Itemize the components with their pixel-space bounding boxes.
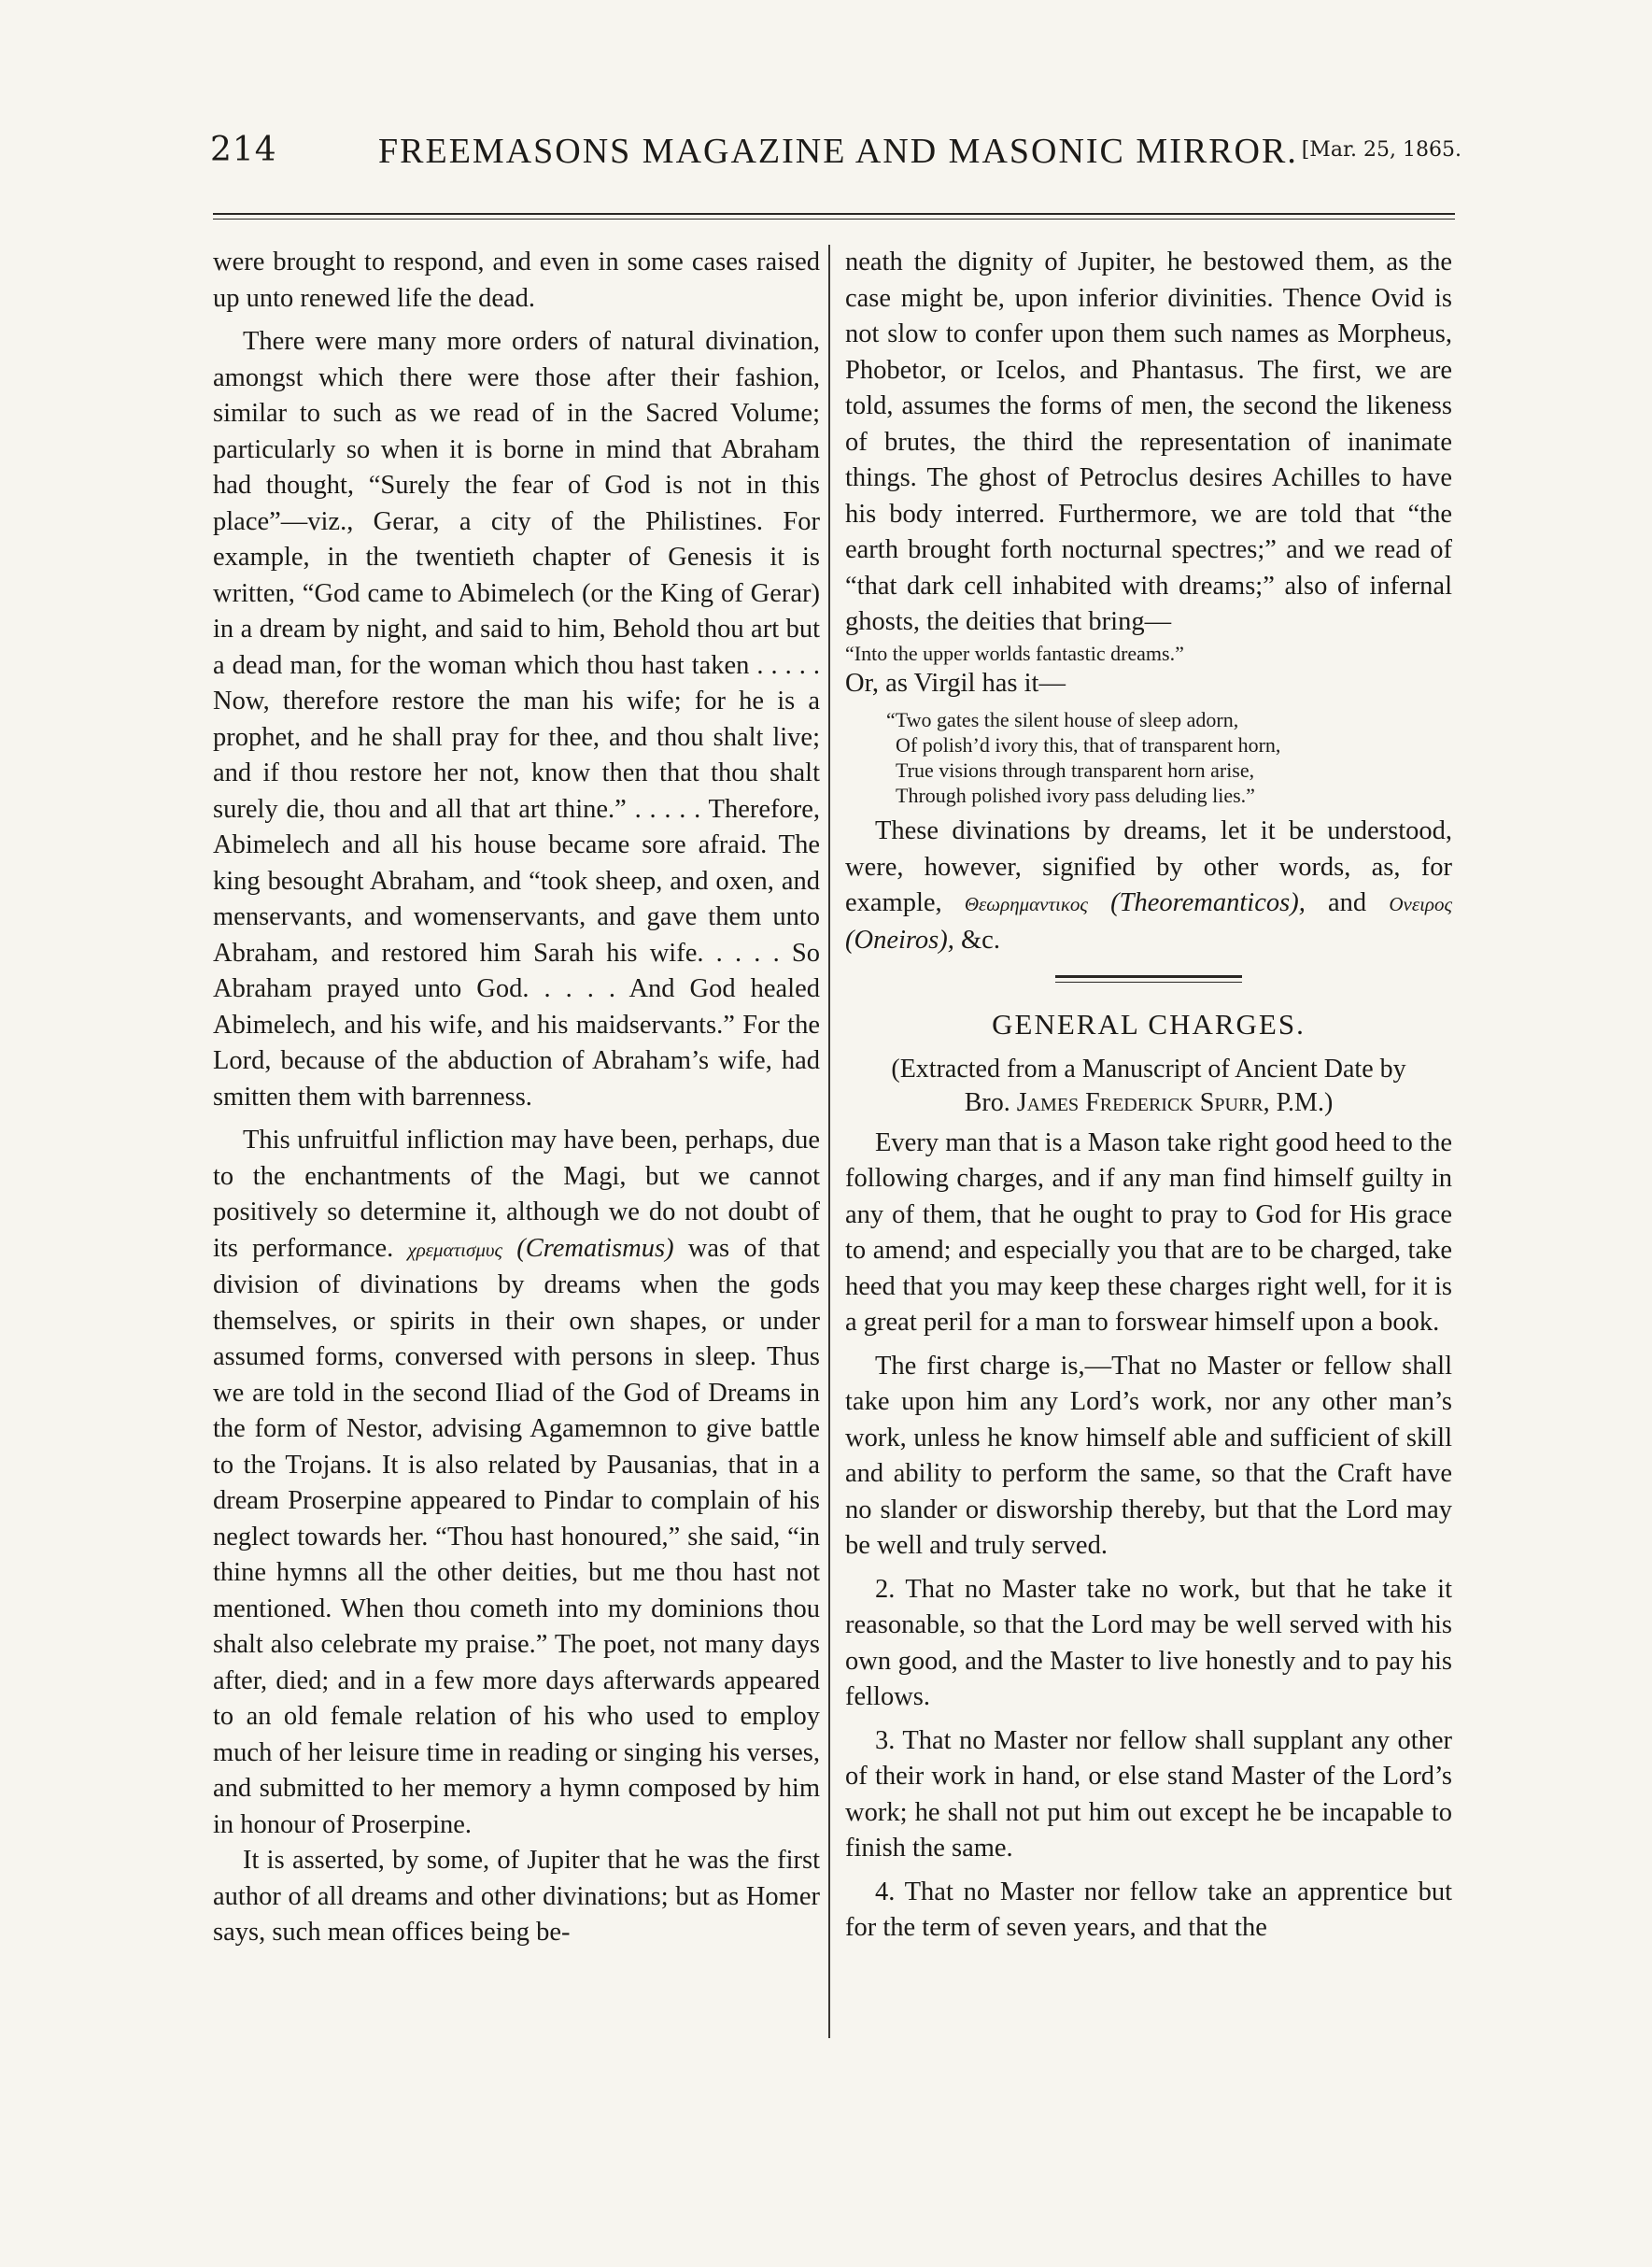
subtitle-line-1: (Extracted from a Manuscript of Ancient Date by: [891, 1054, 1406, 1084]
subtitle-author-name: James Frederick Spurr,: [1016, 1087, 1270, 1117]
section-title: GENERAL CHARGES.: [992, 1008, 1306, 1041]
right-paragraph-2: Or, as Virgil has it—: [845, 668, 1066, 698]
header-rule-thin: [213, 219, 1455, 220]
section-separator: [1055, 975, 1242, 983]
magazine-title: FREEMASONS MAGAZINE AND MASONIC MIRROR.: [378, 132, 1298, 171]
right-paragraph-5: The first charge is,—That no Master or fellow shall take upon him any Lord’s work, nor any other man’s work, unless he know himself able and sufficient of skill and ability to perform the same, so that the Craft have no slander or disworship thereby, but that the Lord may be well and truly served.: [845, 1351, 1452, 1560]
page-header: [210, 131, 1461, 187]
right-column: [845, 245, 1452, 1947]
latin-term-oneiros: (Oneiros),: [845, 925, 954, 955]
left-paragraph-3-text-b: was of that division of divinations by dreams when the gods themselves, or spirits in their own shapes, or under assumed forms, conversed with persons in sleep. Thus we are told in the second Iliad of the God of Dreams in the form of Nestor, advising Agamemnon to give battle to the Trojans. It is also related by Pausanias, that in a dream Proserpine appeared to Pindar to complain of his neglect towards her. “Thou hast honoured,” she said, “in thine hymns all the other deities, but me thou hast not mentioned. When thou cometh into my dominions thou shalt also celebrate my praise.” The poet, not many days after, died; and in a few more days afterwards appeared to an old female relation of his who used to employ much of her leisure time in reading or singing his verses, and submitted to her memory a hymn composed by him in honour of Proserpine.: [213, 1233, 820, 1839]
right-paragraph-7: 3. That no Master nor fellow shall supplant any other of their work in hand, or else stand Master of the Lord’s work; he shall not put him out except he be incapable to finish the same.: [845, 1725, 1452, 1863]
latin-term-crematismus: (Crematismus): [516, 1233, 674, 1263]
right-paragraph-3-end: &c.: [961, 925, 1000, 955]
section-subtitle: [845, 1053, 1452, 1120]
header-rule: [213, 213, 1455, 215]
right-paragraph-3-text-a: These divinations by dreams, let it be understood, were, however, signified by other words, as, for example,: [845, 816, 1452, 917]
column-divider: [828, 245, 830, 2038]
latin-term-theoremanticos: (Theoremanticos),: [1110, 888, 1306, 917]
subtitle-pm: P.M.): [1276, 1087, 1334, 1117]
right-paragraph-8: 4. That no Master nor fellow take an apprentice but for the term of seven years, and that the: [845, 1877, 1452, 1942]
greek-term-theoremanticos: Θεωρημαντικος: [964, 893, 1088, 915]
left-column: [213, 245, 820, 1951]
left-paragraph-3-text-a: This unfruitful infliction may have been, perhaps, due to the enchantments of the Magi, but we cannot positively so determine it, although we do not doubt of its performance.: [213, 1126, 820, 1263]
greek-term-crematismus: χρεματισμυς: [407, 1238, 503, 1261]
subtitle-bro: Bro.: [964, 1087, 1010, 1117]
verse-line: Of polish’d ivory this, that of transparent horn,: [896, 733, 1281, 757]
verse-line: Through polished ivory pass deluding lies.”: [896, 784, 1255, 807]
issue-date: [Mar. 25, 1865.: [1301, 138, 1461, 162]
right-paragraph-6: 2. That no Master take no work, but that he take it reasonable, so that the Lord may be well served with his own good, and the Master to live honestly and to pay his fellows.: [845, 1574, 1452, 1711]
left-paragraph-4: It is asserted, by some, of Jupiter that he was the first author of all dreams and other divinations; but as Homer says, such mean offices being be-: [213, 1846, 820, 1947]
right-paragraph-3-and: and: [1328, 888, 1367, 917]
right-paragraph-4: Every man that is a Mason take right good heed to the following charges, and if any man find himself guilty in any of them, that he ought to pray to God for His grace to amend; and especially you that are to be charged, take heed that you may keep these charges right well, for it is a great peril for a man to forswear himself upon a book.: [845, 1127, 1452, 1337]
quote-fantastic-dreams: “Into the upper worlds fantastic dreams.”: [845, 641, 1184, 665]
virgil-verse: [886, 707, 1452, 808]
left-paragraph-3: [213, 1123, 820, 1843]
left-paragraph-2: There were many more orders of natural divination, amongst which there were those after their fashion, similar to such as we read of in the Sacred Volume; particularly so when it is borne in mind that Abraham had thought, “Surely the fear of God is not in this place”—viz., Gerar, a city of the Philistines. For example, in the twentieth chapter of Genesis it is written, “God came to Abimelech (or the King of Gerar) in a dream by night, and said to him, Behold thou art but a dead man, for the woman which thou hast taken . . . . . Now, therefore restore the man his wife; for he is a prophet, and he shall pray for thee, and thou shalt live; and if thou restore her not, know then that thou shalt surely die, thou and all that art thine.” . . . . . Therefore, Abimelech and all his house became sore afraid. The king besought Abraham, and “took sheep, and oxen, and menservants, and womenservants, and gave them unto Abraham, and restored him Sarah his wife. . . . . So Abraham prayed unto God. . . . . And God healed Abimelech, and his wife, and his maidservants.” For the Lord, because of the abduction of Abraham’s wife, had smitten them with barrenness.: [213, 327, 820, 1112]
right-paragraph-1: neath the dignity of Jupiter, he bestowed them, as the case might be, upon inferior divinities. Thence Ovid is not slow to confer upon them such names as Morpheus, Phobetor, or Icelos, and Phantasus. The first, we are told, assumes the forms of men, the second the likeness of brutes, the third the representation of inanimate things. The ghost of Petroclus desires Achilles to have his body interred. Furthermore, we are told that “the earth brought forth nocturnal spectres;” and we read of “that dark cell inhabited with dreams;” also of infernal ghosts, the deities that bring—: [845, 248, 1452, 636]
verse-line: True visions through transparent horn arise,: [896, 758, 1255, 782]
page-number: 214: [210, 131, 277, 169]
greek-term-oneiros: Ονειρος: [1389, 893, 1453, 915]
right-paragraph-3: [845, 814, 1452, 958]
left-paragraph-1: were brought to respond, and even in some cases raised up unto renewed life the dead.: [213, 248, 820, 313]
verse-line: “Two gates the silent house of sleep adorn,: [886, 708, 1239, 731]
